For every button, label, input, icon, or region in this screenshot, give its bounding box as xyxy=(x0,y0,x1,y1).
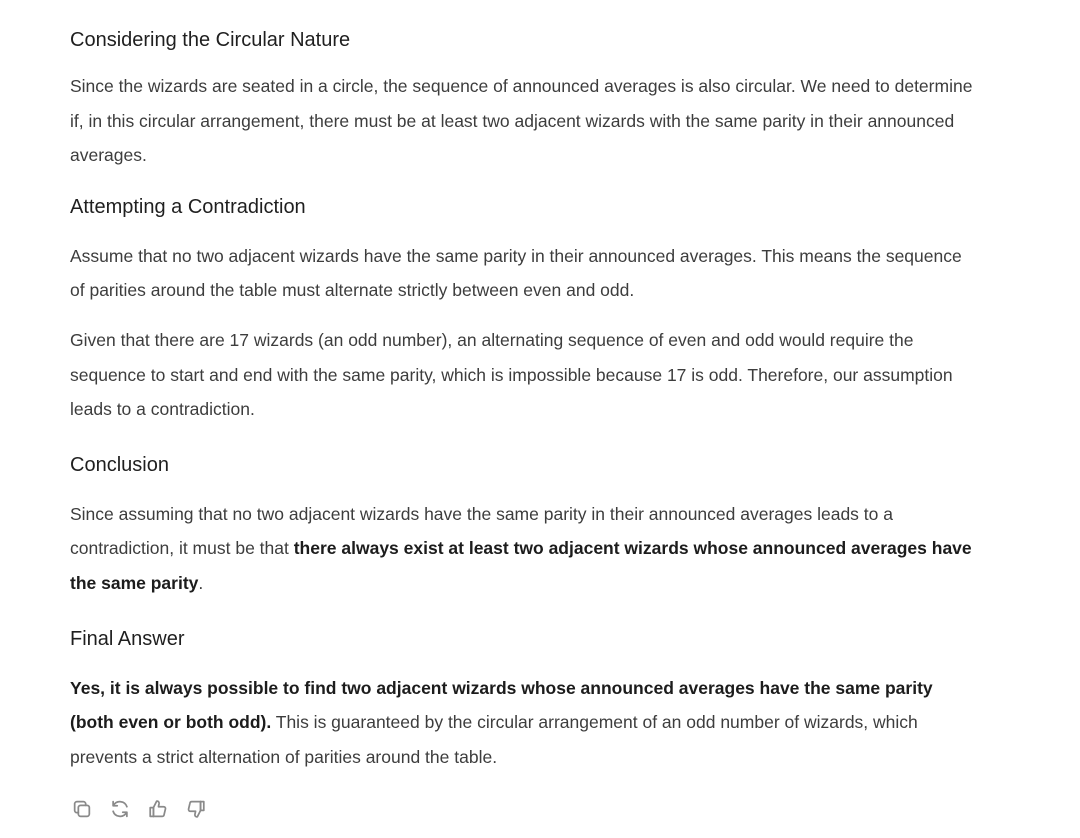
final-answer-text: This is guaranteed by the circular arrangement of an odd number of wizards, which prevents a strict alternation of parities around the table. xyxy=(70,712,918,767)
section-heading-final-answer: Final Answer xyxy=(70,627,185,650)
conclusion-text: Since assuming that no two adjacent wizards have the same parity in their announced averages leads to a contradiction, it must be that xyxy=(70,503,893,559)
paragraph-contradiction-assumption: Assume that no two adjacent wizards have the same parity in their announced averages. This means the sequence of parities around the table must alternate strictly between even and odd. xyxy=(70,245,962,301)
thumbs-up-button[interactable] xyxy=(146,797,170,821)
section-heading-contradiction: Attempting a Contradiction xyxy=(70,195,306,218)
message-actions xyxy=(70,797,208,821)
final-answer-bold-text: Yes, it is always possible to find two adjacent wizards whose announced averages have the same parity (both even or both odd). xyxy=(70,677,933,733)
paragraph-conclusion xyxy=(70,497,980,601)
section-heading-circular-nature: Considering the Circular Nature xyxy=(70,29,351,51)
conclusion-period: . xyxy=(198,572,204,593)
copy-button[interactable] xyxy=(70,797,94,821)
section-heading-conclusion: Conclusion xyxy=(70,453,169,476)
assistant-message xyxy=(70,22,980,774)
paragraph-final-answer xyxy=(70,671,980,775)
conclusion-bold-text: there always exist at least two adjacent wizards whose announced averages have the same parity xyxy=(70,538,972,593)
thumbs-down-icon xyxy=(185,798,207,820)
copy-icon xyxy=(71,798,93,820)
thumbs-down-button[interactable] xyxy=(184,797,208,821)
paragraph-circular-nature: Since the wizards are seated in a circle, the sequence of announced averages is also circular. We need to determine if, in this circular arrangement, there must be at least two adjacent wizards with the same parity in their announced averages. xyxy=(70,76,973,166)
regenerate-icon xyxy=(109,798,131,820)
regenerate-button[interactable] xyxy=(108,797,132,821)
paragraph-contradiction-reasoning: Given that there are 17 wizards (an odd number), an alternating sequence of even and odd would require the sequence to start and end with the same parity, which is impossible because 17 is odd. Therefore, our assumption leads to a contradiction. xyxy=(70,329,953,420)
thumbs-up-icon xyxy=(147,798,169,820)
